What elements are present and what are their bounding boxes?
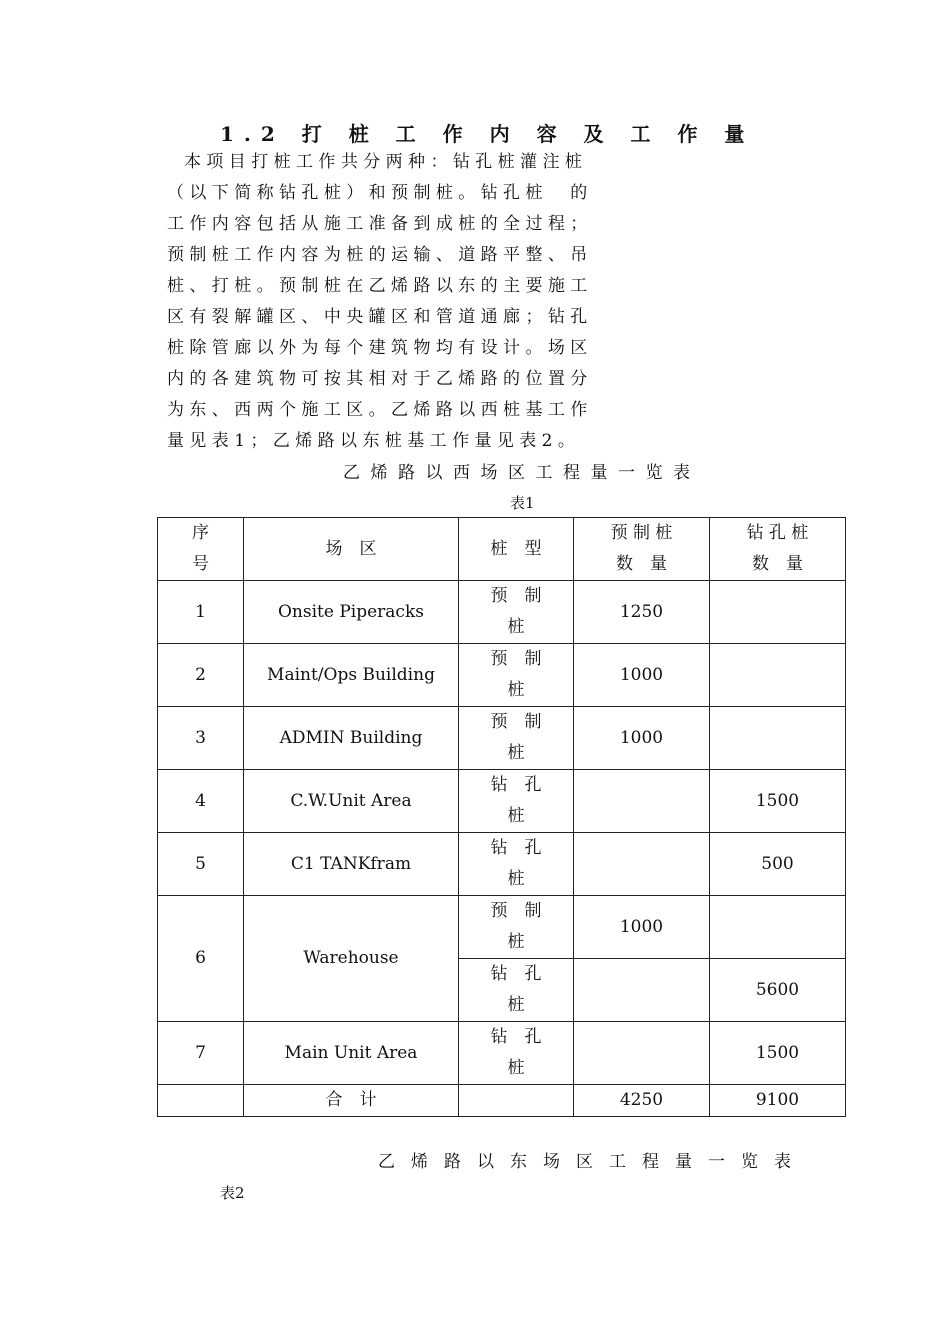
pile-type-line1: 钻 孔 (490, 1027, 542, 1047)
cell-pile-type (459, 581, 574, 644)
cell-pile-type (459, 896, 574, 959)
section-heading: 1.2 打 桩 工 作 内 容 及 工 作 量 (220, 122, 755, 146)
header-area: 场 区 (244, 518, 459, 581)
table1 (157, 517, 846, 1117)
cell-bored (710, 644, 846, 707)
table-row (158, 581, 846, 644)
table2-caption: 乙烯路以东场区工程量一览表 (378, 1152, 807, 1172)
header-seq-line1: 序 (192, 523, 209, 543)
paragraph-line: 内 的 各 建 筑 物 可 按 其 相 对 于 乙 烯 路 的 位 置 分 (167, 369, 588, 389)
cell-pile-type (459, 959, 574, 1022)
pile-type-line2: 桩 (507, 1058, 525, 1078)
paragraph-line: 量 见 表 1 ； 乙 烯 路 以 东 桩 基 工 作 量 见 表 2 。 (167, 431, 575, 451)
cell-area: C.W.Unit Area (244, 770, 459, 833)
table-row (158, 770, 846, 833)
paragraph-line: 区 有 裂 解 罐 区 、 中 央 罐 区 和 管 道 通 廊 ； 钻 孔 (167, 307, 588, 327)
paragraph-line: 本 项 目 打 桩 工 作 共 分 两 种 ： 钻 孔 桩 灌 注 桩 (167, 152, 582, 172)
pile-type-line2: 桩 (507, 995, 525, 1015)
cell-pile-type (459, 644, 574, 707)
pile-type-line1: 预 制 (490, 712, 542, 732)
cell-precast (574, 1022, 710, 1085)
pile-type-line2: 桩 (507, 806, 525, 826)
cell-bored: 500 (710, 833, 846, 896)
pile-type-line1: 预 制 (490, 586, 542, 606)
cell-precast (574, 770, 710, 833)
paragraph-line: 桩 、 打 桩 。 预 制 桩 在 乙 烯 路 以 东 的 主 要 施 工 (167, 276, 588, 296)
total-bored: 9100 (710, 1085, 846, 1117)
table-row (158, 1022, 846, 1085)
cell-seq: 2 (158, 644, 244, 707)
total-seq-empty (158, 1085, 244, 1117)
cell-precast: 1000 (574, 896, 710, 959)
pile-type-line1: 预 制 (490, 649, 542, 669)
cell-bored (710, 581, 846, 644)
paragraph-line: 工 作 内 容 包 括 从 施 工 准 备 到 成 桩 的 全 过 程 ； (167, 214, 588, 234)
table-row (158, 833, 846, 896)
paragraph-line: 桩 除 管 廊 以 外 为 每 个 建 筑 物 均 有 设 计 。 场 区 (167, 338, 588, 358)
cell-precast (574, 833, 710, 896)
table1-label: 表1 (510, 494, 535, 512)
pile-type-line1: 预 制 (490, 901, 542, 921)
cell-precast: 1000 (574, 707, 710, 770)
cell-area: Warehouse (244, 896, 459, 1022)
cell-seq: 4 (158, 770, 244, 833)
header-seq-line2: 号 (192, 554, 209, 574)
paragraph-line: 预 制 桩 工 作 内 容 为 桩 的 运 输 、 道 路 平 整 、 吊 (167, 245, 588, 265)
cell-bored: 1500 (710, 1022, 846, 1085)
cell-bored: 5600 (710, 959, 846, 1022)
table2-label: 表2 (220, 1184, 245, 1202)
header-precast-line1: 预 制 桩 (610, 523, 673, 543)
pile-type-line2: 桩 (507, 617, 525, 637)
total-label: 合 计 (244, 1085, 459, 1117)
table-header-row (158, 518, 846, 581)
cell-bored: 1500 (710, 770, 846, 833)
pile-type-line2: 桩 (507, 869, 525, 889)
table-row (158, 707, 846, 770)
header-precast (574, 518, 710, 581)
header-precast-line2: 数 量 (616, 554, 667, 574)
header-bored-line1: 钻 孔 桩 (746, 523, 809, 543)
cell-area: C1 TANKfram (244, 833, 459, 896)
cell-area: ADMIN Building (244, 707, 459, 770)
cell-area: Maint/Ops Building (244, 644, 459, 707)
table-total-row (158, 1085, 846, 1117)
cell-seq: 7 (158, 1022, 244, 1085)
cell-seq: 1 (158, 581, 244, 644)
table-row (158, 896, 846, 959)
table1-caption: 乙烯路以西场区工程量一览表 (343, 463, 701, 483)
cell-precast: 1250 (574, 581, 710, 644)
cell-pile-type (459, 1022, 574, 1085)
pile-type-line1: 钻 孔 (490, 964, 542, 984)
cell-bored (710, 707, 846, 770)
cell-area: Onsite Piperacks (244, 581, 459, 644)
cell-area: Main Unit Area (244, 1022, 459, 1085)
header-bored-line2: 数 量 (752, 554, 803, 574)
total-type-empty (459, 1085, 574, 1117)
cell-seq: 6 (158, 896, 244, 1022)
table-row (158, 644, 846, 707)
cell-precast (574, 959, 710, 1022)
paragraph-line: （ 以 下 简 称 钻 孔 桩 ） 和 预 制 桩 。 钻 孔 桩 的 (167, 183, 588, 203)
pile-type-line1: 钻 孔 (490, 775, 542, 795)
header-seq (158, 518, 244, 581)
header-bored (710, 518, 846, 581)
cell-pile-type (459, 707, 574, 770)
cell-seq: 5 (158, 833, 244, 896)
pile-type-line1: 钻 孔 (490, 838, 542, 858)
pile-type-line2: 桩 (507, 743, 525, 763)
header-pile-type: 桩 型 (459, 518, 574, 581)
paragraph-line: 为 东 、 西 两 个 施 工 区 。 乙 烯 路 以 西 桩 基 工 作 (167, 400, 588, 420)
cell-pile-type (459, 770, 574, 833)
cell-bored (710, 896, 846, 959)
cell-precast: 1000 (574, 644, 710, 707)
pile-type-line2: 桩 (507, 680, 525, 700)
cell-seq: 3 (158, 707, 244, 770)
total-precast: 4250 (574, 1085, 710, 1117)
pile-type-line2: 桩 (507, 932, 525, 952)
cell-pile-type (459, 833, 574, 896)
